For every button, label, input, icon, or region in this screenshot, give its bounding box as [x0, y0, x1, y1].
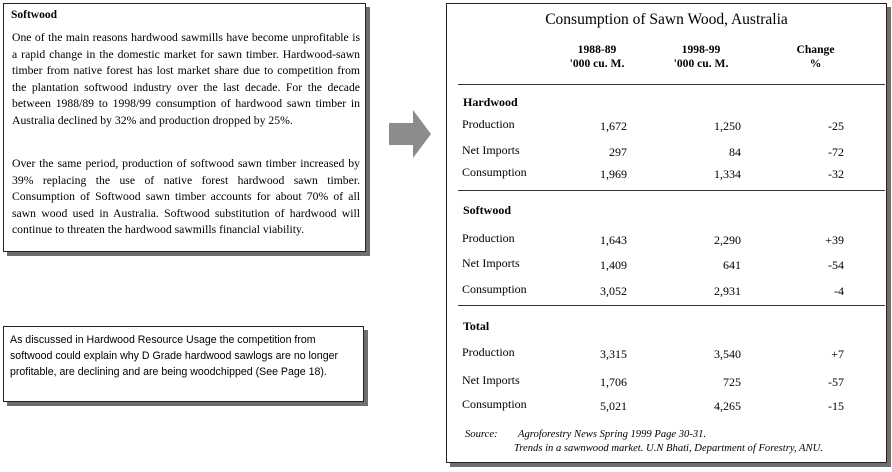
row-label: Production: [462, 345, 515, 359]
cell-1998: 1,334: [714, 167, 741, 181]
col-header-1988: [567, 43, 627, 71]
cell-1998: 3,540: [714, 347, 741, 361]
table-divider: [458, 305, 885, 306]
row-label: Consumption: [462, 397, 527, 411]
cell-1998: 2,290: [714, 233, 741, 247]
cell-1988: 1,969: [600, 167, 627, 181]
arrow-shape: [389, 110, 431, 158]
cell-1988: 3,315: [600, 347, 627, 361]
cell-change: -72: [828, 145, 844, 159]
cell-change: +39: [825, 233, 844, 247]
sawn-wood-table-panel: [446, 3, 887, 463]
cell-1998: 2,931: [714, 284, 741, 298]
row-label: Production: [462, 117, 515, 131]
col-header-change-unit: %: [809, 57, 822, 70]
cell-change: -4: [834, 284, 844, 298]
cell-change: -25: [828, 119, 844, 133]
cell-1998: 4,265: [714, 399, 741, 413]
cell-1988: 1,409: [600, 258, 627, 272]
cell-1988: 1,706: [600, 375, 627, 389]
cell-change: -32: [828, 167, 844, 181]
cell-1988: 1,672: [600, 119, 627, 133]
cell-change: -15: [828, 399, 844, 413]
cell-1988: 5,021: [600, 399, 627, 413]
cell-1998: 84: [729, 145, 741, 159]
softwood-paragraph-2: Over the same period, production of softwood sawn timber increased by 39% replacing the use of native forest hardwood sawn timber. Consumption of Softwood sawn timber accounts for about 70% of all sawn wood used in Australia. Softwood substitution of hardwood will continue to threaten the hardwood sawmills financial viability.: [12, 157, 360, 236]
table-divider: [458, 84, 885, 85]
section-heading-total: Total: [463, 319, 490, 333]
col-header-change-label: Change: [796, 43, 835, 56]
col-header-1998-year: 1998-99: [681, 43, 721, 56]
row-label: Production: [462, 231, 515, 245]
hardwood-note-text: As discussed in Hardwood Resource Usage the competition from softwood could explain why D Grade hardwood sawlogs are no longer profitable, are declining and are being woodchipped (See Page 18).: [10, 334, 339, 378]
softwood-info-panel: [3, 3, 366, 252]
source-label: Source:: [465, 429, 498, 440]
softwood-paragraph-1: One of the main reasons hardwood sawmills have become unprofitable is a rapid change in the domestic market for sawn timber. Hardwood-sawn timber from native forest has lost market share due to competition from the plantation softwood industry over the last decade. For the decade between 1988/89 to 1998/99 consumption of hardwood sawn timber in Australia declined by 32% and production dropped by 25%.: [12, 31, 360, 127]
cell-1988: 1,643: [600, 233, 627, 247]
row-label: Consumption: [462, 282, 527, 296]
row-label: Consumption: [462, 165, 527, 179]
col-header-1998-unit: '000 cu. M.: [673, 57, 729, 70]
cell-change: -54: [828, 258, 844, 272]
section-heading-hardwood: Hardwood: [463, 95, 518, 109]
cell-change: +7: [831, 347, 844, 361]
col-header-1988-year: 1988-89: [577, 43, 617, 56]
section-heading-softwood: Softwood: [463, 203, 512, 217]
cell-1998: 1,250: [714, 119, 741, 133]
hardwood-note-panel: [3, 326, 364, 402]
table-title: Consumption of Sawn Wood, Australia: [545, 11, 788, 28]
cell-change: -57: [828, 375, 844, 389]
right-arrow-icon: [389, 110, 431, 158]
row-label: Net Imports: [462, 373, 520, 387]
source-line-1: Agroforestry News Spring 1999 Page 30-31.: [518, 429, 707, 440]
col-header-change: [787, 43, 844, 71]
cell-1988: 297: [609, 145, 627, 159]
row-label: Net Imports: [462, 143, 520, 157]
cell-1998: 641: [723, 258, 741, 272]
source-line-2: Trends in a sawnwood market. U.N Bhati, Department of Forestry, ANU.: [514, 443, 823, 454]
col-header-1988-unit: '000 cu. M.: [569, 57, 625, 70]
cell-1988: 3,052: [600, 284, 627, 298]
row-label: Net Imports: [462, 256, 520, 270]
table-divider: [458, 190, 885, 191]
softwood-heading: Softwood: [11, 9, 58, 21]
cell-1998: 725: [723, 375, 741, 389]
col-header-1998: [661, 43, 741, 71]
